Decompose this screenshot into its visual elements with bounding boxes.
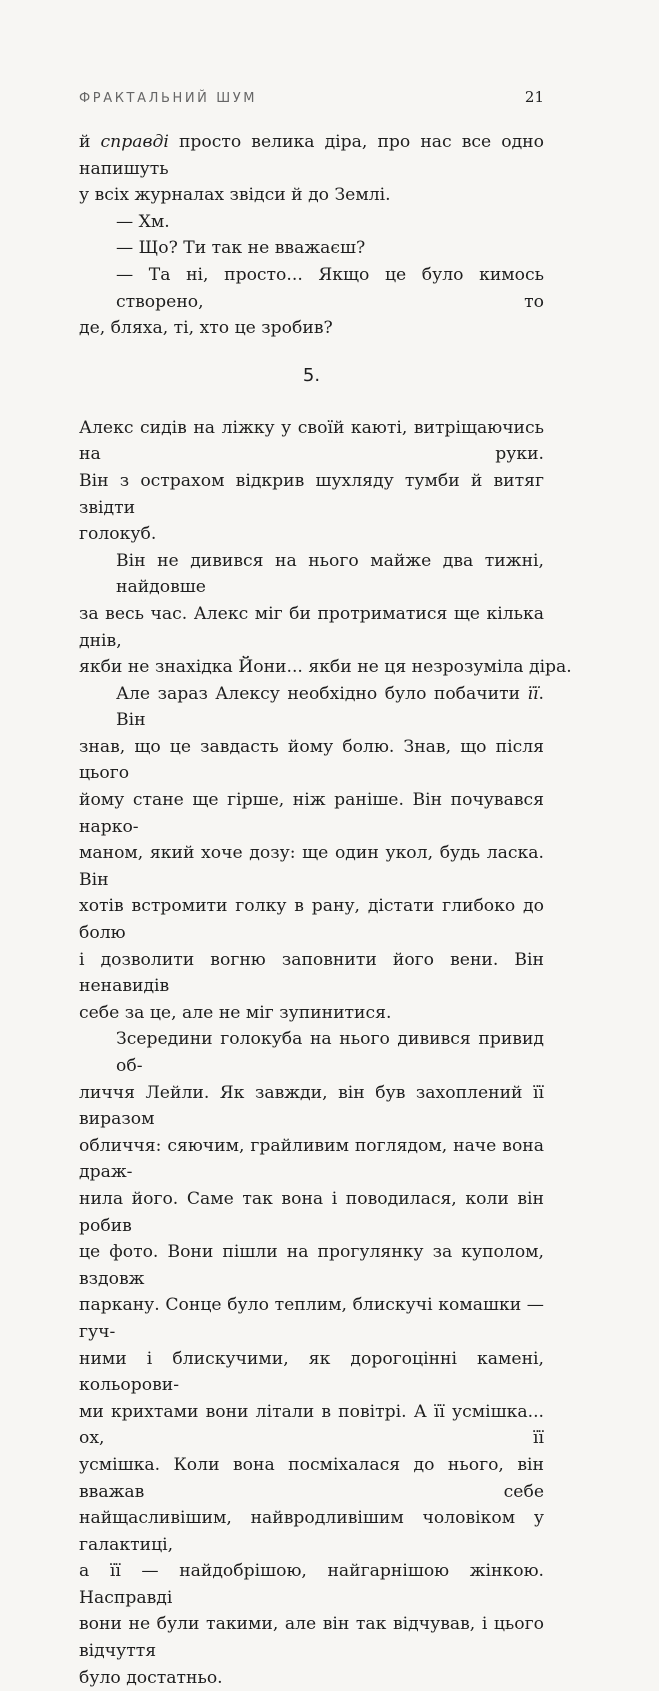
dialog-line: де, бляха, ті, хто це зробив? bbox=[79, 318, 333, 339]
dialog-line: — Та ні, просто... Якщо це було кимось створено, то bbox=[116, 264, 544, 312]
text-line: личчя Лейли. Як завжди, він був захоплений її виразом bbox=[79, 1082, 544, 1130]
text-line: вони не були такими, але він так відчував, і цього відчуття bbox=[79, 1614, 544, 1662]
text-line: обличчя: сяючим, грайливим поглядом, наче вона драж- bbox=[79, 1135, 544, 1183]
text-line: Він не дивився на нього майже два тижні, найдовше bbox=[116, 550, 544, 598]
text-line: знав, що це завдасть йому болю. Знав, що після цього bbox=[79, 736, 544, 784]
page-body bbox=[79, 129, 572, 1691]
text-line: Алекс сидів на ліжку у своїй каюті, витріщаючись на руки. bbox=[79, 417, 544, 465]
text-line: голокуб. bbox=[79, 524, 157, 545]
italic-word: її bbox=[527, 683, 539, 704]
text-line: Зсередини голокуба на нього дивився привид об- bbox=[116, 1029, 544, 1076]
italic-word: справді bbox=[100, 132, 169, 152]
text-line: паркану. Сонце було теплим, блискучі комашки — гуч- bbox=[79, 1295, 544, 1342]
paragraph-3 bbox=[79, 681, 544, 1027]
text-line: нила його. Саме так вона і поводилася, коли він робив bbox=[79, 1188, 544, 1236]
dialog-line: — Що? Ти так не вважаєш? bbox=[116, 238, 366, 259]
text-line: й справді просто велика діра, про нас все одно напишуть bbox=[79, 132, 544, 179]
text-line: а її — найдобрішою, найгарнішою жінкою. Насправді bbox=[79, 1561, 544, 1608]
text-line: у всіх журналах звідси й до Землі. bbox=[79, 185, 391, 206]
text-line: було достатньо. bbox=[79, 1667, 223, 1688]
text-line: Але зараз Алексу необхідно було побачити її. Він bbox=[116, 683, 544, 731]
text-line: це фото. Вони пішли на прогулянку за куполом, вздовж bbox=[79, 1242, 544, 1289]
text-line: за весь час. Алекс міг би протриматися ще кілька днів, bbox=[79, 603, 544, 651]
chapter-number: 5. bbox=[302, 364, 321, 386]
paragraph-1 bbox=[79, 415, 544, 548]
text-line: найщасливішим, найвродливішим чоловіком у галактиці, bbox=[79, 1508, 544, 1555]
text-line: ми крихтами вони літали в повітрі. А її усмішка... ох, її bbox=[79, 1401, 544, 1449]
text-line: йому стане ще гірше, ніж раніше. Він почувався нарко- bbox=[79, 790, 544, 837]
paragraph-4 bbox=[79, 1026, 544, 1691]
text-line: Він з острахом відкрив шухляду тумби й витяг звідти bbox=[79, 470, 544, 518]
text-line: маном, який хоче дозу: ще один укол, будь ласка. Він bbox=[79, 843, 544, 890]
text-line: усмішка. Коли вона посміхалася до нього, він вважав себе bbox=[79, 1454, 544, 1502]
text-line: якби не знахідка Йони... якби не ця незрозуміла діра. bbox=[79, 657, 572, 678]
paragraph-2 bbox=[79, 548, 572, 681]
book-title: ФРАКТАЛЬНИЙ ШУМ bbox=[79, 91, 258, 106]
text-line: хотів встромити голку в рану, дістати глибоко до болю bbox=[79, 896, 544, 944]
text-line: себе за це, але не міг зупинитися. bbox=[79, 1002, 392, 1023]
text-line: і дозволити вогню заповнити його вени. Він ненавидів bbox=[79, 949, 544, 997]
dialog-line: — Хм. bbox=[116, 211, 170, 232]
text-line: ними і блискучими, як дорогоцінні камені, кольорови- bbox=[79, 1348, 544, 1396]
page-number: 21 bbox=[524, 88, 544, 106]
running-header bbox=[79, 88, 544, 106]
